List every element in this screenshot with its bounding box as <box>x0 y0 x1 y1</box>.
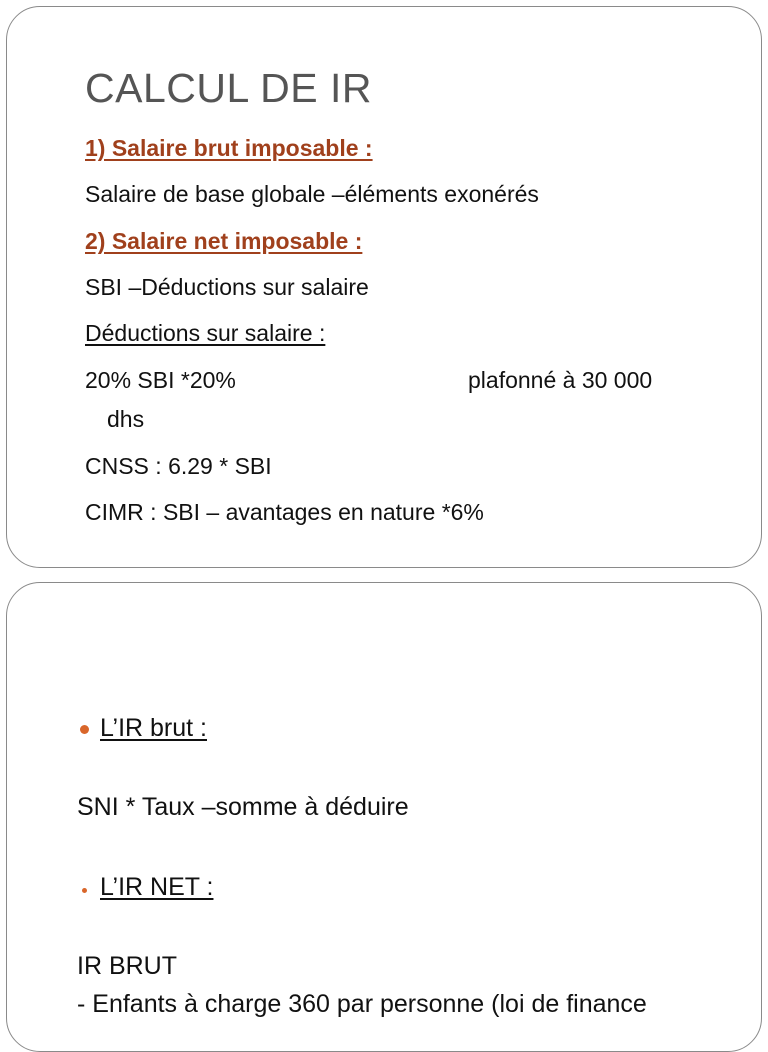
section2-text: SBI –Déductions sur salaire <box>85 274 369 300</box>
ir-net-label: L’IR NET : <box>100 873 214 901</box>
slide-title: CALCUL DE IR <box>85 65 372 111</box>
deduction-2: CNSS : 6.29 * SBI <box>85 453 272 479</box>
slide-1 <box>6 6 762 568</box>
bullet-dot-icon <box>80 725 89 734</box>
deductions-heading: Déductions sur salaire : <box>85 320 326 346</box>
enfants-line: - Enfants à charge 360 par personne (loi de finance <box>77 990 647 1018</box>
bullet-dot-icon <box>82 888 87 893</box>
deduction-1-right: plafonné à 30 000 <box>468 367 653 393</box>
section1-text: Salaire de base globale –éléments exonérés <box>85 181 539 207</box>
ir-brut-line: IR BRUT <box>77 952 177 980</box>
ir-brut-label: L’IR brut : <box>100 714 207 742</box>
section1-heading: 1) Salaire brut imposable : <box>85 135 373 161</box>
deduction-3: CIMR : SBI – avantages en nature *6% <box>85 499 484 525</box>
ir-brut-formula: SNI * Taux –somme à déduire <box>77 793 409 821</box>
slide-2 <box>6 582 762 1052</box>
deduction-1-left: 20% SBI *20% <box>85 367 236 393</box>
deduction-1-cont: dhs <box>107 406 145 432</box>
section2-heading: 2) Salaire net imposable : <box>85 228 363 254</box>
